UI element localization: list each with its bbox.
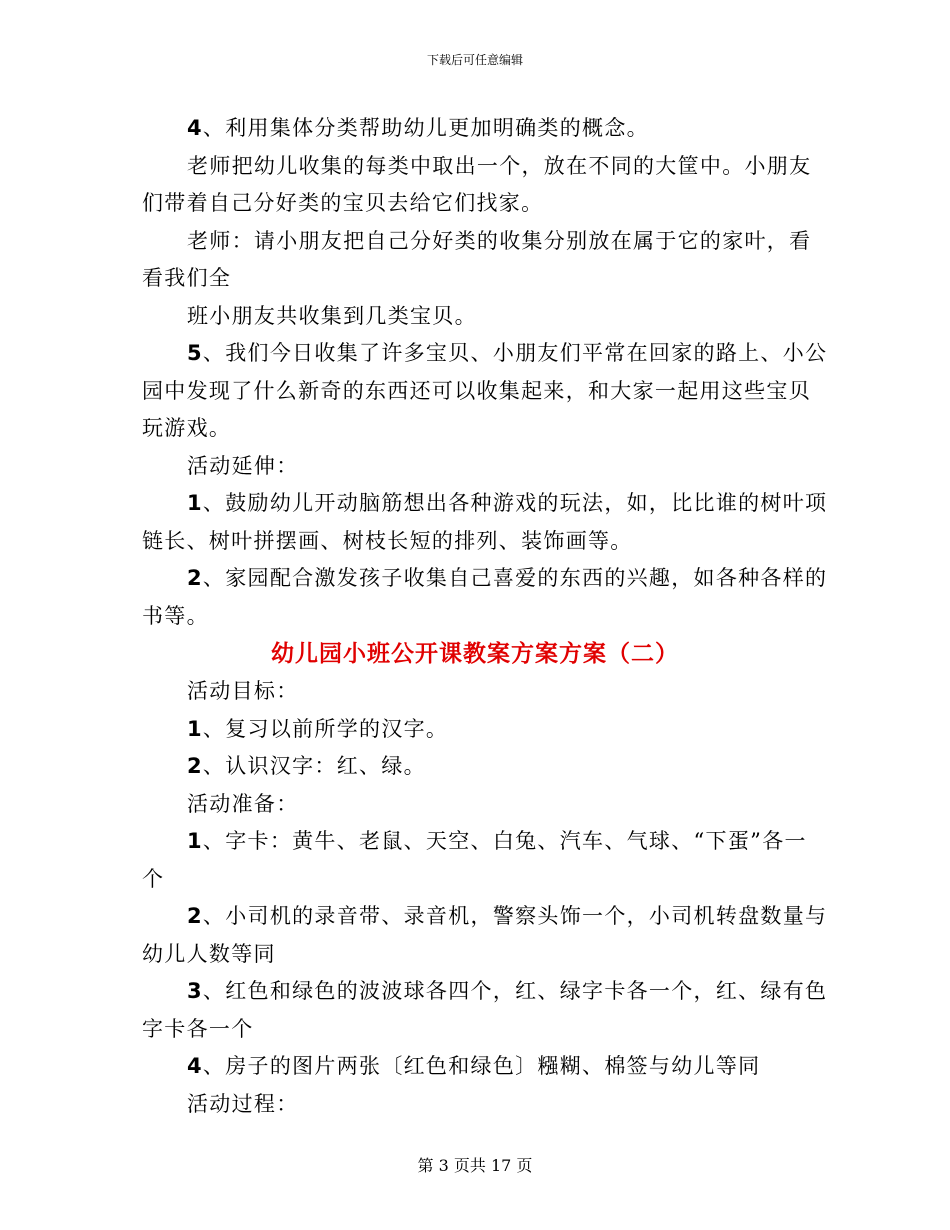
line-text: 、小司机的录音带、录音机，警察头饰一个，小司机转盘数量与 xyxy=(202,904,828,928)
paragraph-line xyxy=(142,861,808,899)
line-text: 个 xyxy=(142,866,165,891)
line-text: 、利用集体分类帮助幼儿更加明确类的概念。 xyxy=(202,116,649,140)
list-number: 2 xyxy=(187,754,203,778)
list-number: 2 xyxy=(187,566,203,590)
line-text: 、我们今日收集了许多宝贝、小朋友们平常在回家的路上、小公 xyxy=(202,341,828,365)
line-text: 班小朋友共收集到几类宝贝。 xyxy=(187,303,477,328)
line-text: 、家园配合激发孩子收集自己喜爱的东西的兴趣，如各种各样的 xyxy=(202,566,828,590)
paragraph-line xyxy=(142,1011,808,1049)
paragraph-line xyxy=(142,148,812,186)
paragraph-line xyxy=(142,448,808,486)
line-text: 老师：请小朋友把自己分好类的收集分别放在属于它的家叶，看 xyxy=(187,228,812,253)
line-text: 活动过程： xyxy=(187,1091,299,1116)
paragraph-line xyxy=(142,410,808,448)
document-body xyxy=(142,110,828,1123)
line-text: 幼儿人数等同 xyxy=(142,941,276,966)
line-text: 活动准备： xyxy=(187,791,299,816)
paragraph-line xyxy=(142,373,811,411)
list-number: 4 xyxy=(187,1054,203,1078)
paragraph-line xyxy=(142,260,808,298)
line-text: 、红色和绿色的波波球各四个，红、绿字卡各一个，红、绿有色 xyxy=(202,979,828,1003)
page-footer: 第 3 页共 17 页 xyxy=(417,1156,533,1175)
line-text: 、鼓励幼儿开动脑筋想出各种游戏的玩法，如，比比谁的树叶项 xyxy=(202,491,828,515)
list-number: 5 xyxy=(187,341,203,365)
paragraph-line xyxy=(142,1048,808,1086)
paragraph-line xyxy=(142,786,808,824)
page-header: 下载后可任意编辑 xyxy=(426,53,523,67)
list-number: 3 xyxy=(187,979,203,1003)
paragraph-line xyxy=(142,898,828,936)
paragraph-line xyxy=(142,936,808,974)
paragraph-line xyxy=(142,335,828,373)
paragraph-line xyxy=(142,711,808,749)
paragraph-line xyxy=(142,748,808,786)
paragraph-line xyxy=(142,673,808,711)
line-text: 看我们全 xyxy=(142,266,232,290)
line-text: 、字卡：黄牛、老鼠、天空、白兔、汽车、气球、“下蛋”各一 xyxy=(202,829,807,853)
paragraph-line xyxy=(142,485,828,523)
line-text: 园中发现了什么新奇的东西还可以收集起来，和大家一起用这些宝贝 xyxy=(142,378,811,403)
line-text: 、复习以前所学的汉字。 xyxy=(202,716,449,741)
paragraph-line xyxy=(142,1086,808,1124)
paragraph-line xyxy=(142,298,808,336)
list-number: 1 xyxy=(187,716,203,741)
paragraph-line xyxy=(142,823,808,861)
line-text: 们带着自己分好类的宝贝去给它们找家。 xyxy=(142,191,544,215)
line-text: 老师把幼儿收集的每类中取出一个，放在不同的大筐中。小朋友 xyxy=(187,153,812,178)
paragraph-line xyxy=(142,223,812,261)
line-text: 链长、树叶拼摆画、树枝长短的排列、装饰画等。 xyxy=(142,528,633,553)
line-text: 、认识汉字：红、绿。 xyxy=(202,754,426,778)
paragraph-line xyxy=(142,523,808,561)
paragraph-line xyxy=(142,598,808,636)
line-text: 书等。 xyxy=(142,603,209,628)
line-text: 玩游戏。 xyxy=(142,416,232,440)
paragraph-line xyxy=(142,560,828,598)
list-number: 1 xyxy=(187,491,203,515)
paragraph-line xyxy=(142,973,828,1011)
paragraph-line xyxy=(142,185,808,223)
line-text: 字卡各一个 xyxy=(142,1016,254,1041)
section-title: 幼儿园小班公开课教案方案方案（二） xyxy=(271,640,679,667)
line-text: 、房子的图片两张〔红色和绿色〕糨糊、棉签与幼儿等同 xyxy=(202,1054,761,1078)
line-text: 活动延伸： xyxy=(187,453,299,478)
list-number: 1 xyxy=(187,829,203,853)
list-number: 4 xyxy=(187,116,203,140)
paragraph-line xyxy=(142,110,808,148)
line-text: 活动目标： xyxy=(187,679,299,703)
list-number: 2 xyxy=(187,904,203,928)
